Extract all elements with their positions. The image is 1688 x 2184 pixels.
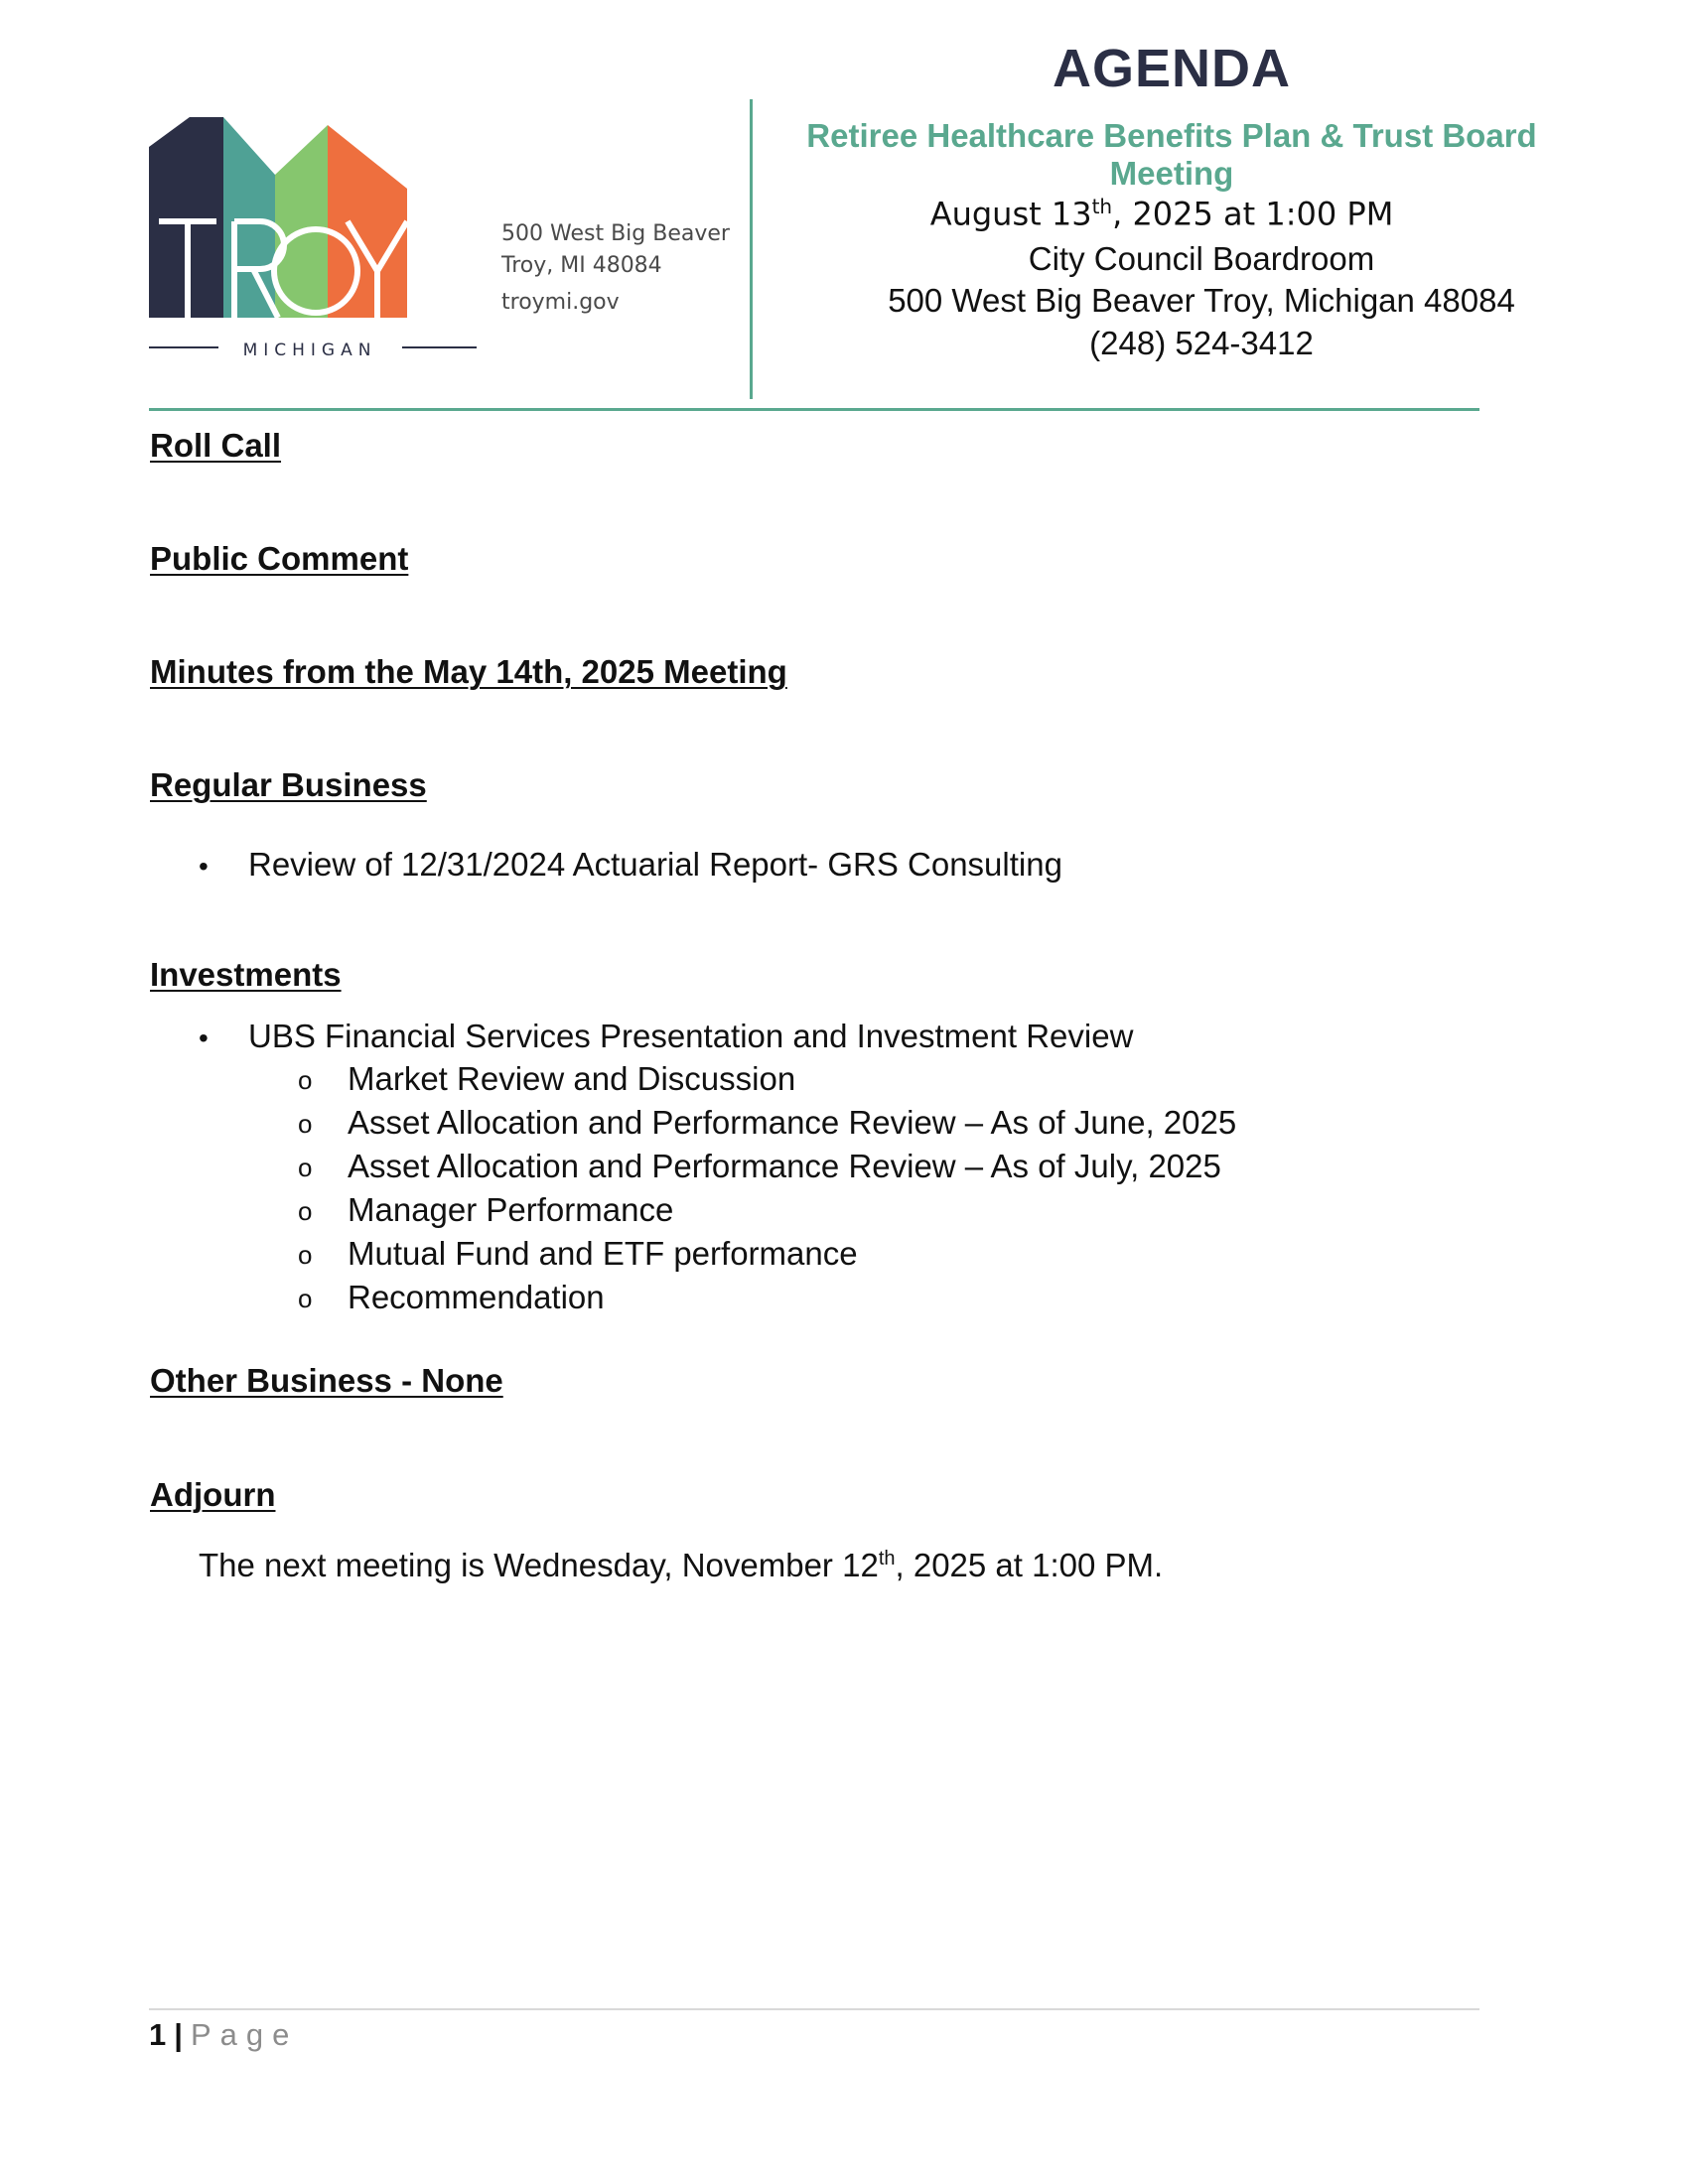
- investment-subitem: Asset Allocation and Performance Review – As of July, 2025: [348, 1148, 1221, 1184]
- investment-subitem: Recommendation: [348, 1279, 605, 1315]
- investment-subitem: Asset Allocation and Performance Review – As of June, 2025: [348, 1104, 1237, 1141]
- bullet-marker: •: [199, 851, 209, 882]
- investment-subitem: Mutual Fund and ETF performance: [348, 1235, 858, 1272]
- heading-roll-call: Roll Call: [150, 427, 282, 464]
- address-line-website: troymi.gov: [501, 290, 620, 315]
- sub-bullet-marker: o: [298, 1240, 313, 1270]
- board-title-line2: Meeting: [1109, 155, 1234, 192]
- page-footer: [149, 2017, 298, 2053]
- regular-business-item: Review of 12/31/2024 Actuarial Report- GRS Consulting: [248, 846, 1062, 883]
- sub-bullet-marker: o: [298, 1196, 313, 1226]
- investment-subitem: Market Review and Discussion: [348, 1060, 796, 1097]
- meeting-location: City Council Boardroom: [1028, 240, 1375, 277]
- heading-regular-business: Regular Business: [150, 766, 427, 803]
- page-separator: |: [174, 2017, 183, 2052]
- meeting-address: 500 West Big Beaver Troy, Michigan 48084: [888, 282, 1515, 319]
- header-horizontal-divider: [149, 408, 1479, 411]
- header-vertical-divider: [750, 99, 753, 399]
- heading-public-comment: Public Comment: [150, 540, 409, 577]
- address-line-street: 500 West Big Beaver: [501, 221, 730, 246]
- board-title-line1: Retiree Healthcare Benefits Plan & Trust Board: [806, 117, 1537, 154]
- bullet-marker: •: [199, 1023, 209, 1053]
- heading-other-business: Other Business - None: [150, 1362, 503, 1399]
- sub-bullet-marker: o: [298, 1284, 313, 1313]
- page-number: 1: [149, 2017, 167, 2052]
- sub-bullet-marker: o: [298, 1065, 313, 1095]
- sub-bullet-marker: o: [298, 1109, 313, 1139]
- heading-minutes: Minutes from the May 14th, 2025 Meeting: [150, 653, 787, 690]
- address-line-city: Troy, MI 48084: [501, 253, 662, 278]
- next-meeting-note: The next meeting is Wednesday, November 12th, 2025 at 1:00 PM.: [199, 1547, 1164, 1583]
- footer-divider: [149, 2008, 1479, 2010]
- meeting-date: August 13th, 2025 at 1:00 PM: [929, 195, 1394, 233]
- heading-adjourn: Adjourn: [150, 1476, 276, 1513]
- sub-bullet-marker: o: [298, 1153, 313, 1182]
- meeting-phone: (248) 524-3412: [1089, 325, 1314, 361]
- investment-item: UBS Financial Services Presentation and Investment Review: [248, 1018, 1134, 1054]
- heading-investments: Investments: [150, 956, 342, 993]
- investment-subitem: Manager Performance: [348, 1191, 674, 1228]
- troy-logo: [149, 117, 477, 361]
- logo-subtext: MICHIGAN: [242, 341, 377, 360]
- agenda-title: AGENDA: [1052, 39, 1291, 98]
- page-label: Page: [190, 2017, 299, 2052]
